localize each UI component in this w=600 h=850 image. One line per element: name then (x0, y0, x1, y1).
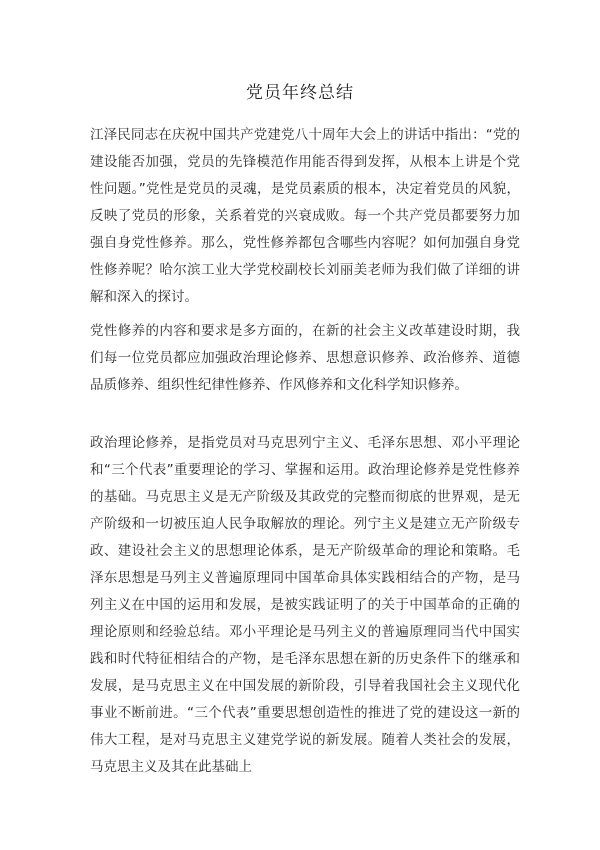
paragraph-intro: 江泽民同志在庆祝中国共产党建党八十周年大会上的讲话中指出：“党的建设能否加强，党员的先锋模范作用能否得到发挥，从根本上讲是个党性问题。”党性是党员的灵魂，是党员素质的根本，决定着党员的风貌，反映了党员的形象，关系着党的兴衰成败。每一个共产党员都要努力加强自身党性修养。那么，党性修养都包含哪些内容呢？如何加强自身党性修养呢？哈尔滨工业大学党校副校长刘丽美老师为我们做了详细的讲解和深入的探讨。 (90, 127, 520, 305)
document-title: 党员年终总结 (246, 83, 354, 103)
paragraph-party-spirit-content: 党性修养的内容和要求是多方面的，在新的社会主义改革建设时期，我们每一位党员都应加强政治理论修养、思想意识修养、政治修养、道德品质修养、组织性纪律性修养、作风修养和文化科学知识修养。 (90, 323, 520, 393)
paragraph-political-theory: 政治理论修养，是指党员对马克思列宁主义、毛泽东思想、邓小平理论和“三个代表”重要理论的学习、掌握和运用。政治理论修养是党性修养的基础。马克思主义是无产阶级及其政党的完整而彻底的世界观，是无产阶级和一切被压迫人民争取解放的理论。列宁主义是建立无产阶级专政、建设社会主义的思想理论体系，是无产阶级革命的理论和策略。毛泽东思想是马列主义普遍原理同中国革命具体实践相结合的产物，是马列主义在中国的运用和发展，是被实践证明了的关于中国革命的正确的理论原则和经验总结。邓小平理论是马列主义的普遍原理同当代中国实践和时代特征相结合的产物，是毛泽东思想在新的历史条件下的继承和发展，是马克思主义在中国发展的新阶段，引导着我国社会主义现代化事业不断前进。“三个代表”重要思想创造性的推进了党的建设这一新的伟大工程，是对马克思主义建党学说的新发展。随着人类社会的发展，马克思主义及其在此基础上 (90, 435, 520, 775)
